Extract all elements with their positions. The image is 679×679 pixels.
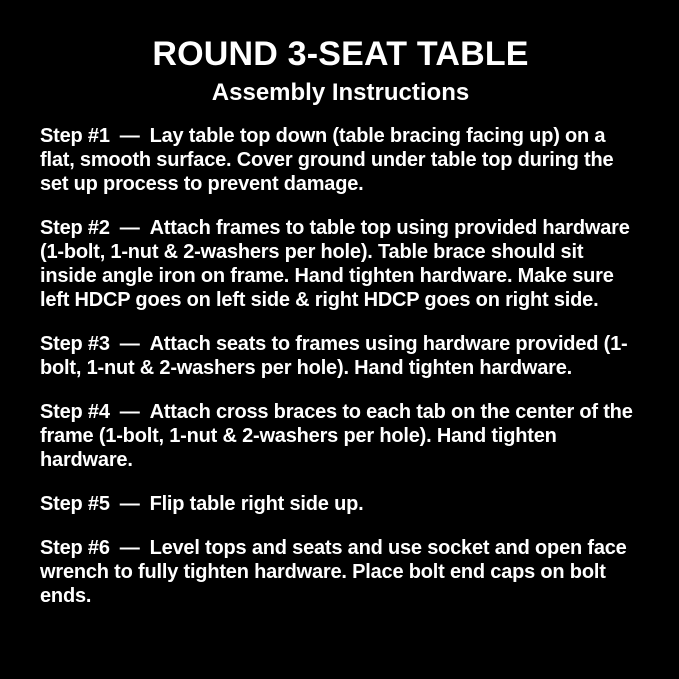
steps-list	[40, 124, 641, 608]
step-paragraph-2	[40, 216, 641, 312]
em-dash: —	[119, 125, 140, 148]
step-label: Step #5	[40, 493, 110, 516]
page-subtitle: Assembly Instructions	[211, 78, 470, 106]
step-text: Attach seats to frames using hardware provided (1-bolt, 1-nut & 2-washers per hole). Hand tighten hardware.	[40, 333, 628, 380]
em-dash: —	[119, 537, 140, 560]
step-text: Lay table top down (table bracing facing up) on a flat, smooth surface. Cover ground under table top during the set up process to prevent damage.	[40, 125, 614, 196]
step-label: Step #1	[40, 125, 110, 148]
step-label: Step #2	[40, 217, 110, 240]
step-text: Attach cross braces to each tab on the center of the frame (1-bolt, 1-nut & 2-washers per hole). Hand tighten hardware.	[40, 401, 633, 472]
step-text: Attach frames to table top using provided hardware (1-bolt, 1-nut & 2-washers per hole). Table brace should sit inside angle iron on frame. Hand tighten hardware. Make sure left HDCP goes on left side & right HDCP goes on right side.	[40, 217, 630, 312]
header	[40, 36, 641, 106]
em-dash: —	[119, 217, 140, 240]
step-label: Step #3	[40, 333, 110, 356]
step-paragraph-4	[40, 400, 641, 472]
step-paragraph-6	[40, 536, 641, 608]
step-paragraph-5	[40, 492, 641, 516]
step-label: Step #6	[40, 537, 110, 560]
em-dash: —	[119, 493, 140, 516]
step-paragraph-1	[40, 124, 641, 196]
step-text: Flip table right side up.	[149, 493, 364, 516]
step-paragraph-3	[40, 332, 641, 380]
page-title: ROUND 3-SEAT TABLE	[152, 35, 529, 73]
step-label: Step #4	[40, 401, 110, 424]
em-dash: —	[119, 401, 140, 424]
step-text: Level tops and seats and use socket and open face wrench to fully tighten hardware. Place bolt end caps on bolt ends.	[40, 537, 627, 608]
em-dash: —	[119, 333, 140, 356]
